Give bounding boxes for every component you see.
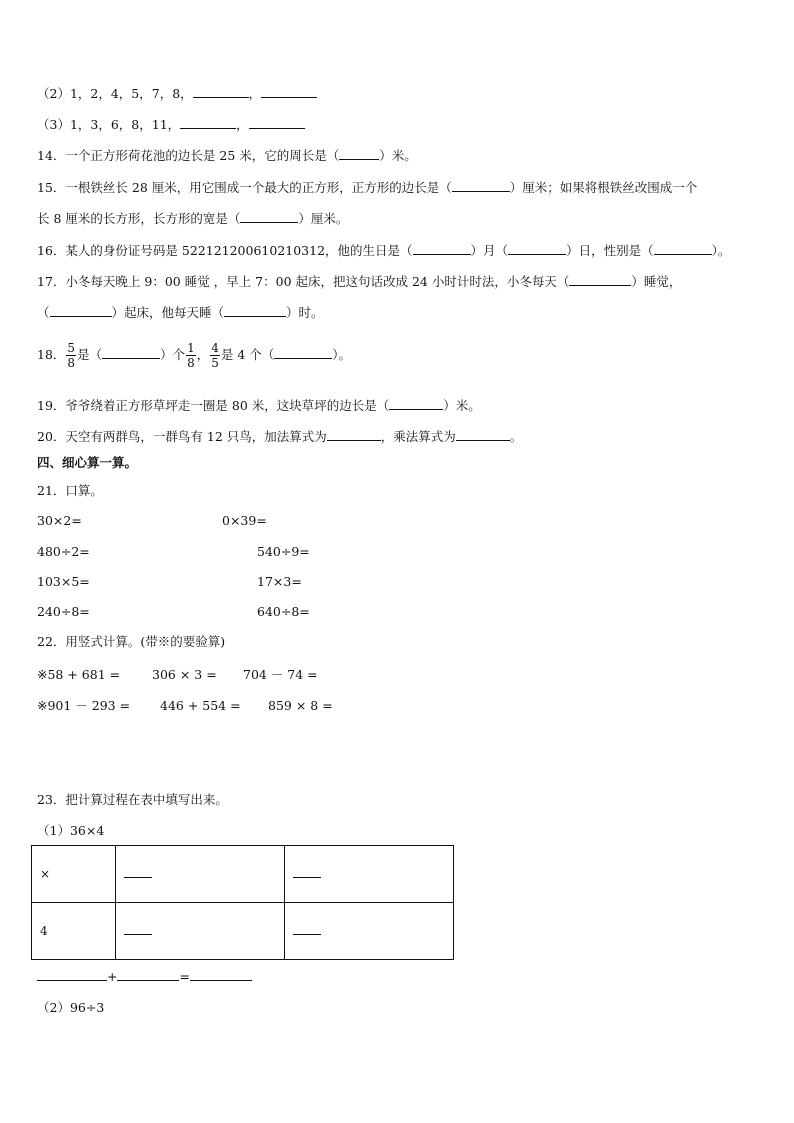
denominator: 8 [67, 356, 76, 370]
q13-line-2 [37, 85, 317, 102]
numerator: 1 [187, 341, 195, 355]
question-15 [37, 179, 697, 196]
q20-end: 。 [509, 429, 523, 444]
vertical-calc-item: 704 － 74 = [243, 667, 318, 682]
oral-calc-item: 103×5= [37, 574, 90, 589]
q17-text-line2: ）起床，他每天睡（ [111, 305, 225, 320]
answer-blank[interactable] [190, 968, 252, 981]
answer-blank[interactable] [456, 428, 510, 441]
q22-title: 22．用竖式计算。(带※的要验算) [37, 634, 226, 649]
q21-title: 21．口算。 [37, 483, 103, 498]
answer-blank[interactable] [180, 116, 236, 129]
q23-sub-2: （2）96÷3 [37, 1000, 105, 1015]
question-15-line-2 [37, 210, 348, 227]
answer-blank[interactable] [224, 304, 286, 317]
vertical-calc-item: 859 × 8 = [268, 698, 333, 713]
q19-text: 19．爷爷绕着正方形草坪走一圈是 80 米，这块草坪的边长是（ [37, 398, 390, 413]
answer-blank[interactable] [339, 147, 379, 160]
answer-blank[interactable] [249, 116, 305, 129]
answer-blank[interactable] [293, 867, 321, 878]
separator: ， [248, 86, 262, 101]
separator: ， [196, 347, 210, 362]
question-17-line-2 [37, 304, 324, 321]
denominator: 8 [187, 356, 195, 370]
fraction-5-8 [66, 341, 76, 370]
table-cell[interactable] [116, 903, 285, 960]
answer-blank[interactable] [124, 924, 152, 935]
q17-text: 17．小冬每天晚上 9：00 睡觉 ，早上 7：00 起床，把这句话改成 24 小时计时法，小冬每天（ [37, 274, 570, 289]
answer-blank[interactable] [293, 924, 321, 935]
table-cell-operator: × [32, 846, 116, 903]
denominator: 5 [211, 356, 219, 370]
answer-blank[interactable] [50, 304, 112, 317]
q13-line-2-text: （2）1，2，4，5，7，8， [37, 86, 193, 101]
q13-line-3-text: （3）1，3，6，8，11， [37, 117, 181, 132]
answer-blank[interactable] [261, 85, 317, 98]
answer-blank[interactable] [389, 397, 443, 410]
q19-unit: ）米。 [443, 398, 481, 413]
answer-blank[interactable] [654, 242, 712, 255]
question-14 [37, 147, 417, 164]
table-cell-multiplier: 4 [32, 903, 116, 960]
q16-month: ）月（ [470, 243, 509, 258]
q18-end: ）。 [332, 347, 352, 362]
fraction-1-8 [186, 341, 196, 370]
multiplication-table [31, 845, 454, 960]
oral-calc-item: 30×2= [37, 513, 82, 528]
table-row [32, 903, 454, 960]
vertical-calc-item: 446 + 554 = [160, 698, 241, 713]
q15-text: 15．一根铁丝长 28 厘米，用它围成一个最大的正方形，正方形的边长是（ [37, 180, 452, 195]
q18-is: 是（ [77, 347, 103, 362]
vertical-calc-item: ※58 + 681 = [37, 667, 121, 682]
q23-title: 23．把计算过程在表中填写出来。 [37, 792, 228, 807]
answer-blank[interactable] [117, 968, 179, 981]
answer-blank[interactable] [452, 179, 510, 192]
vertical-calc-item: ※901 － 293 = [37, 698, 131, 713]
q17-text-mid: ）睡觉， [631, 274, 682, 289]
answer-blank[interactable] [569, 273, 631, 286]
separator: ， [236, 117, 249, 132]
oral-calc-item: 540÷9= [257, 544, 310, 559]
equals-sign: = [179, 969, 190, 984]
oral-calc-item: 240÷8= [37, 604, 90, 619]
vertical-calc-item: 306 × 3 = [152, 667, 217, 682]
answer-blank[interactable] [413, 242, 471, 255]
q20-text-mid: ，乘法算式为 [380, 429, 456, 444]
answer-blank[interactable] [327, 428, 381, 441]
q23-sub-1: （1）36×4 [37, 823, 105, 838]
answer-blank[interactable] [193, 85, 249, 98]
answer-blank[interactable] [124, 867, 152, 878]
question-19 [37, 397, 481, 414]
oral-calc-item: 640÷8= [257, 604, 310, 619]
q16-end: ）。 [711, 243, 731, 258]
q15-text-line2: 长 8 厘米的长方形，长方形的宽是（ [37, 211, 241, 226]
q17-paren: （ [37, 305, 50, 320]
answer-blank[interactable] [274, 346, 332, 359]
q14-unit: ）米。 [379, 148, 417, 163]
question-16 [37, 242, 730, 259]
oral-calc-item: 17×3= [257, 574, 302, 589]
q13-line-3 [37, 116, 305, 133]
table-cell[interactable] [285, 903, 454, 960]
sum-line [37, 968, 252, 985]
oral-calc-item: 480÷2= [37, 544, 90, 559]
q17-unit: ）时。 [286, 305, 324, 320]
q16-text: 16．某人的身份证号码是 522121200610210312，他的生日是（ [37, 243, 413, 258]
answer-blank[interactable] [508, 242, 566, 255]
numerator: 4 [211, 341, 219, 355]
table-cell[interactable] [285, 846, 454, 903]
fraction-4-5 [210, 341, 220, 370]
answer-blank[interactable] [240, 210, 298, 223]
answer-blank[interactable] [37, 968, 107, 981]
oral-calc-item: 0×39= [222, 513, 267, 528]
section-heading: 四、细心算一算。 [37, 455, 138, 470]
question-20 [37, 428, 522, 445]
q18-number: 18． [37, 347, 66, 362]
question-18 [37, 338, 351, 372]
q15-unit: ）厘米。 [298, 211, 349, 226]
table-row [32, 846, 454, 903]
q18-is4: 是 4 个（ [220, 347, 275, 362]
q20-text: 20．天空有两群鸟，一群鸟有 12 只鸟，加法算式为 [37, 429, 327, 444]
q14-text: 14．一个正方形荷花池的边长是 25 米，它的周长是（ [37, 148, 340, 163]
q16-day: ）日，性别是（ [566, 243, 654, 258]
numerator: 5 [67, 341, 76, 355]
plus-sign: + [107, 969, 118, 984]
q18-ge: ）个 [160, 347, 186, 362]
question-17 [37, 273, 681, 290]
answer-blank[interactable] [102, 346, 160, 359]
table-cell[interactable] [116, 846, 285, 903]
q15-text-mid: ）厘米；如果将根铁丝改围成一个 [509, 180, 698, 195]
